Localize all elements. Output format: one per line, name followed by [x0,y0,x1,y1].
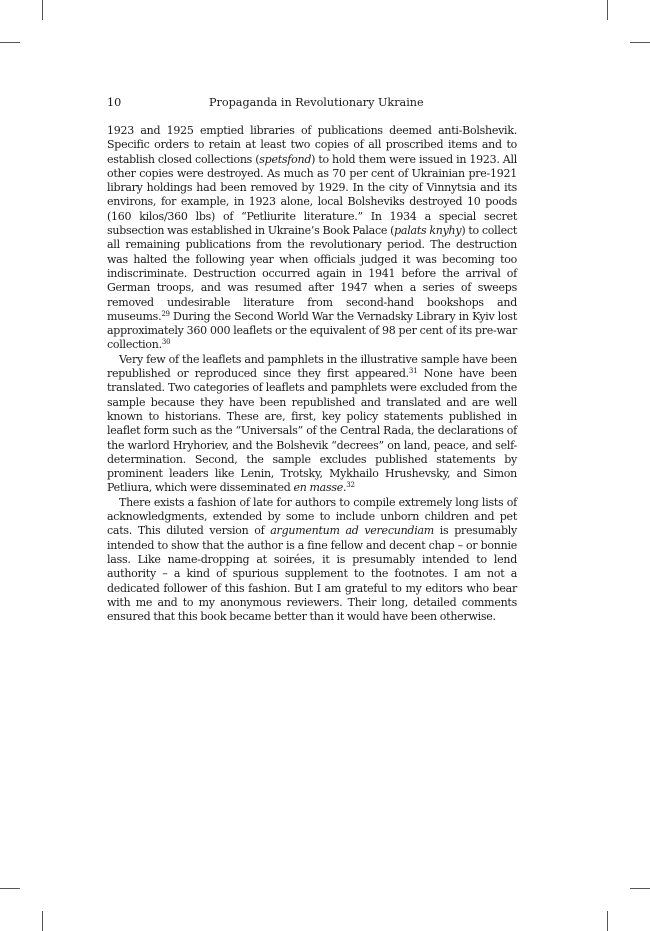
footnote-ref: 30 [161,338,171,347]
crop-mark-top-right [607,0,608,20]
text-run: ) to hold them were issued in 1923. All other copies were destroyed. As much as 70 per cent of Ukrainian pre-1921 library holdings had been removed by 1929. In the city of Vinnytsia and its environs, for example, in 1923 alone, local Bolsheviks destroyed 10 poods (160 kilos/360 lbs) of “Petliurite literature.” In 1934 a special secret subsection was established in Ukraine’s Book Palace ( [107,152,517,238]
crop-mark-left-lower [0,888,20,889]
text-run: . [343,481,347,495]
text-run: During the Second World War the Vernadsky Library in Kyiv lost approximately 360 000 leaflets or the equivalent of 98 per cent of its pre-war collection. [107,309,517,352]
paragraph [107,496,517,625]
crop-mark-right-upper [630,42,650,43]
text-run: 1923 and 1925 emptied libraries of publications deemed anti-Bolshevik. Specific orders to retain at least two copies of all proscribed items and to establish closed collections ( [107,124,517,166]
crop-mark-top-left [42,0,43,20]
paragraph [107,353,517,496]
crop-mark-bottom-left [42,911,43,931]
italic-term: argumentum ad verecundiam [270,524,434,538]
crop-mark-right-lower [630,888,650,889]
text-run: There exists a fashion of late for authors to compile extremely long lists of acknowledgments, extended by some to include unborn children and pet cats. This diluted version of [107,495,517,538]
running-title: Propaganda in Revolutionary Ukraine [209,96,424,109]
crop-mark-bottom-right [607,911,608,931]
text-run: ) to collect all remaining publications from the revolutionary period. The destruction was halted the following year when officials judged it was becoming too indiscriminate. Destruction occurred again in 1941 before the arrival of German troops, and was resumed after 1947 when a series of sweeps removed undesirable literature from second-hand bookshops and museums. [107,224,518,323]
crop-mark-left-upper [0,42,20,43]
footnote-ref: 32 [346,481,355,490]
body-text [107,124,517,624]
italic-term: spetsfond [259,152,312,166]
text-run: Very few of the leaflets and pamphlets in the illustrative sample have been republished or reproduced since they first appeared. [107,352,517,381]
text-run: None have been translated. Two categories of leaflets and pamphlets were excluded from the sample because they have been republished and translated and are well known to historians. These are, first, key policy statements published in leaflet form such as the “Universals” of the Central Rada, the declarations of the warlord Hryhoriev, and the Bolshevik “decrees” on land, peace, and self-determination. Second, the sample excludes published statements by prominent leaders like Lenin, Trotsky, Mykhailo Hrushevsky, and Simon Petliura, which were disseminated [107,367,517,495]
page-number: 10 [107,96,122,109]
footnote-ref: 31 [408,367,418,376]
text-run: is presumably intended to show that the author is a fine fellow and decent chap – or bonnie lass. Like name-dropping at soirées, it is presumably intended to lend authority – a kind of spurious supplement to the footnotes. I am not a dedicated follower of this fashion. But I am grateful to my editors who bear with me and to my anonymous reviewers. Their long, detailed comments ensured that this book became better than it would have been otherwise. [107,524,517,624]
paragraph [107,124,517,353]
italic-term: en masse [293,481,344,495]
footnote-ref: 29 [161,309,170,318]
italic-term: palats knyhy [394,224,462,238]
